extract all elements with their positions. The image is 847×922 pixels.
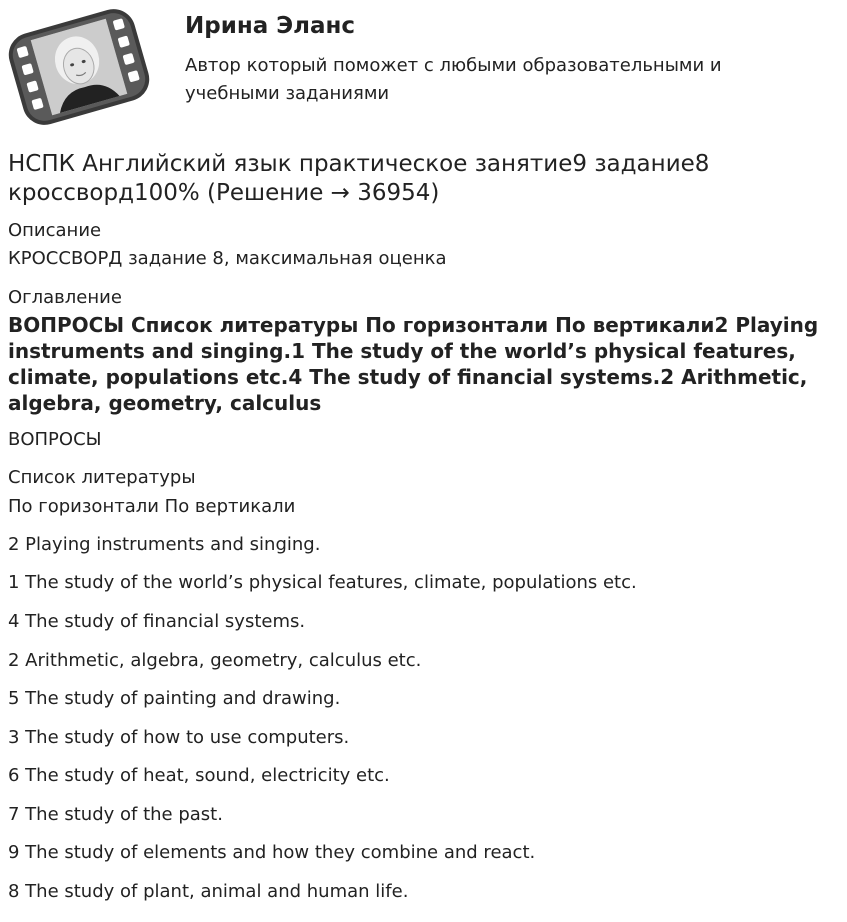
author-avatar[interactable] [8,8,150,126]
toc-label: Оглавление [8,287,122,308]
clue-item: 8 The study of plant, animal and human life. [8,881,409,902]
clue-item: 3 The study of how to use computers. [8,727,350,748]
clue-item: 7 The study of the past. [8,804,223,825]
description-text: КРОССВОРД задание 8, максимальная оценка [8,248,447,269]
clue-item: 9 The study of elements and how they combine and react. [8,842,536,863]
description-label: Описание [8,220,102,241]
directions-heading: По горизонтали По вертикали [8,496,296,517]
author-card [8,8,838,128]
author-name[interactable]: Ирина Эланс [185,13,356,39]
clue-item: 2 Arithmetic, algebra, geometry, calculus etc. [8,650,422,671]
clue-item: 6 The study of heat, sound, electricity etc. [8,765,390,786]
clue-item: 2 Playing instruments and singing. [8,534,321,555]
page-title: НСПК Английский язык практическое занятие9 задание8 кроссворд100% (Решение → 36954) [8,151,710,206]
literature-heading: Список литературы [8,467,196,488]
questions-heading: ВОПРОСЫ [8,429,102,450]
clue-item: 5 The study of painting and drawing. [8,688,341,709]
clue-item: 4 The study of financial systems. [8,611,306,632]
author-description: Автор который поможет с любыми образовательными и учебными заданиями [185,55,722,104]
toc-summary: ВОПРОСЫ Список литературы По горизонтали По вертикали2 Playing instruments and singing.1 The study of the world’s physical features, climate, populations etc.4 The study of financial systems.2 Arithmetic, algebra, geometry, calculus [8,313,819,415]
clue-item: 1 The study of the world’s physical features, climate, populations etc. [8,572,637,593]
